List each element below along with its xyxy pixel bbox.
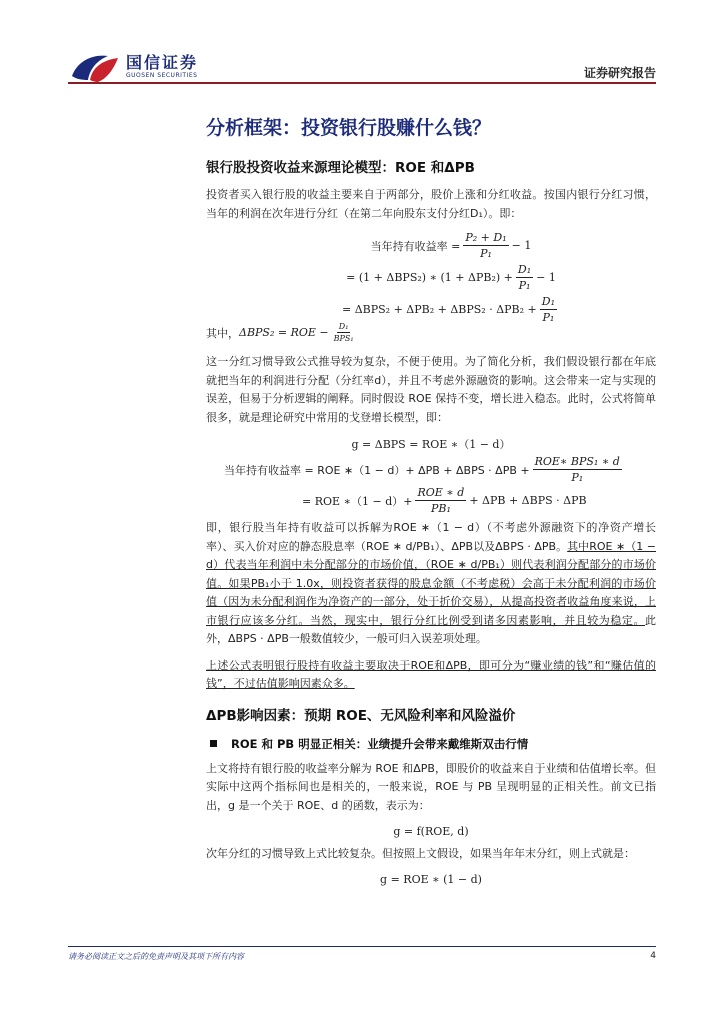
page-number: 4 bbox=[650, 951, 656, 961]
equation-7: g = f(ROE, d) bbox=[393, 824, 469, 838]
section1-heading: 银行股投资收益来源理论模型：ROE 和ΔPB bbox=[206, 160, 475, 176]
section2-paragraph-2: 次年分红的习惯导致上式比较复杂。但按照上文假设，如果当年年末分红，则上式就是： bbox=[206, 847, 635, 860]
bullet-square-icon bbox=[210, 740, 217, 747]
equation-8: g = ROE ∗ (1 − d) bbox=[380, 873, 482, 886]
section2-heading: ΔPB影响因素：预期 ROE、无风险利率和风险溢价 bbox=[206, 707, 516, 724]
main-content bbox=[206, 108, 656, 892]
section1-conclusion: 上述公式表明银行股持有收益主要取决于ROE和ΔPB，即可分为“赚业绩的钱”和“赚估值的钱”，不过估值影响因素众多。 bbox=[206, 658, 656, 690]
equation-6: = ROE ∗（1 − d）+ $\frac{\text{ROE ∗ d}}{\text{PB₁}}$ + ΔPB + ΔBPS · ΔPB bbox=[302, 486, 587, 515]
equation-1: 当年持有收益率 = $\frac{\text{P₂ + D₁}}{\text{P₁}}$ − 1 bbox=[370, 231, 532, 260]
section1-paragraph-1: 投资者买入银行股的收益主要来自于两部分，股价上涨和分红收益。按国内银行分红习惯，当年的利润在次年进行分红（在第二年向股东支付分红D₁）。即： bbox=[206, 188, 656, 220]
page-title: 分析框架：投资银行股赚什么钱？ bbox=[206, 117, 492, 139]
logo-chinese-name: 国信证券 bbox=[126, 53, 199, 72]
footer-disclaimer: 请务必阅读正文之后的免责声明及其项下所有内容 bbox=[68, 952, 244, 961]
equation-5: 当年持有收益率 = ROE ∗（1 − d）+ ΔPB + ΔBPS · ΔPB + $\frac{\text{ROE∗ BPS₁ ∗ d}}{\text{P₁}}$ bbox=[224, 455, 620, 484]
equation-where: 其中， ΔBPS₂ = ROE − $\frac{\text{D₁}}{\text{BPS₁}}$ bbox=[206, 322, 354, 343]
equation-block-2 bbox=[206, 433, 656, 515]
guosen-logo-mark-icon bbox=[68, 50, 122, 84]
header-divider bbox=[68, 82, 656, 84]
equation-2: = (1 + ΔBPS₂) ∗ (1 + ΔPB₂) + $\frac{\text{D₁}}{\text{P₁}}$ − 1 bbox=[346, 263, 556, 292]
equation-4: g = ΔBPS = ROE ∗（1 − d） bbox=[351, 438, 511, 451]
equation-3: = ΔBPS₂ + ΔPB₂ + ΔBPS₂ · ΔPB₂ + $\frac{\text{D₁}}{\text{P₁}}$ bbox=[342, 295, 555, 324]
report-type-label: 证券研究报告 bbox=[583, 66, 656, 80]
section2-paragraph-1: 上文将持有银行股的收益率分解为 ROE 和ΔPB，即股价的收益来自于业绩和估值增长率。但实际中这两个指标间也是相关的，一般来说，ROE 与 PB 呈现明显的正相关性。前文已指出，g 是一个关于 ROE、d 的函数，表示为： bbox=[206, 761, 656, 812]
section2-subheading: ROE 和 PB 明显正相关：业绩提升会带来戴维斯双击行情 bbox=[206, 734, 656, 754]
guosen-logo bbox=[68, 50, 208, 86]
section1-paragraph-3: 即，银行股当年持有收益可以拆解为ROE ∗（1 − d）（不考虑外源融资下的净资产增长率）、买入价对应的静态股息率（ROE ∗ d/PB₁）、ΔPB以及ΔBPS · ΔPB。其中ROE ∗（1 − d）代表当年利润中未分配部分的市场价值，（ROE ∗ d/PB₁）则代表利润分配部分的市场价值。如果PB₁小于 1.0x，则投资者获得的股息金额（不考虑税）会高于未分配利润的市场价值（因为未分配利润作为净资产的一部分，处于折价交易），从提高投资者收益角度来说，上市银行应该多分红。当然，现实中，银行分红比例受到诸多因素影响，并且较为稳定。此外，ΔBPS · ΔPB一般数值较少，一般可归入误差项处理。 bbox=[206, 521, 656, 645]
footer-divider bbox=[68, 946, 656, 947]
equation-block-1 bbox=[206, 231, 656, 343]
section1-paragraph-2: 这一分红习惯导致公式推导较为复杂，不便于使用。为了简化分析，我们假设银行都在年底就把当年的利润进行分配（分红率d），并且不考虑外源融资的影响。这会带来一定与实现的误差，但易于分析逻辑的阐释。同时假设 ROE 保持不变，增长进入稳态。此时，公式将简单很多，就是理论研究中常用的戈登增长模型，即： bbox=[206, 355, 656, 424]
logo-english-name: GUOSEN SECURITIES bbox=[126, 72, 198, 79]
